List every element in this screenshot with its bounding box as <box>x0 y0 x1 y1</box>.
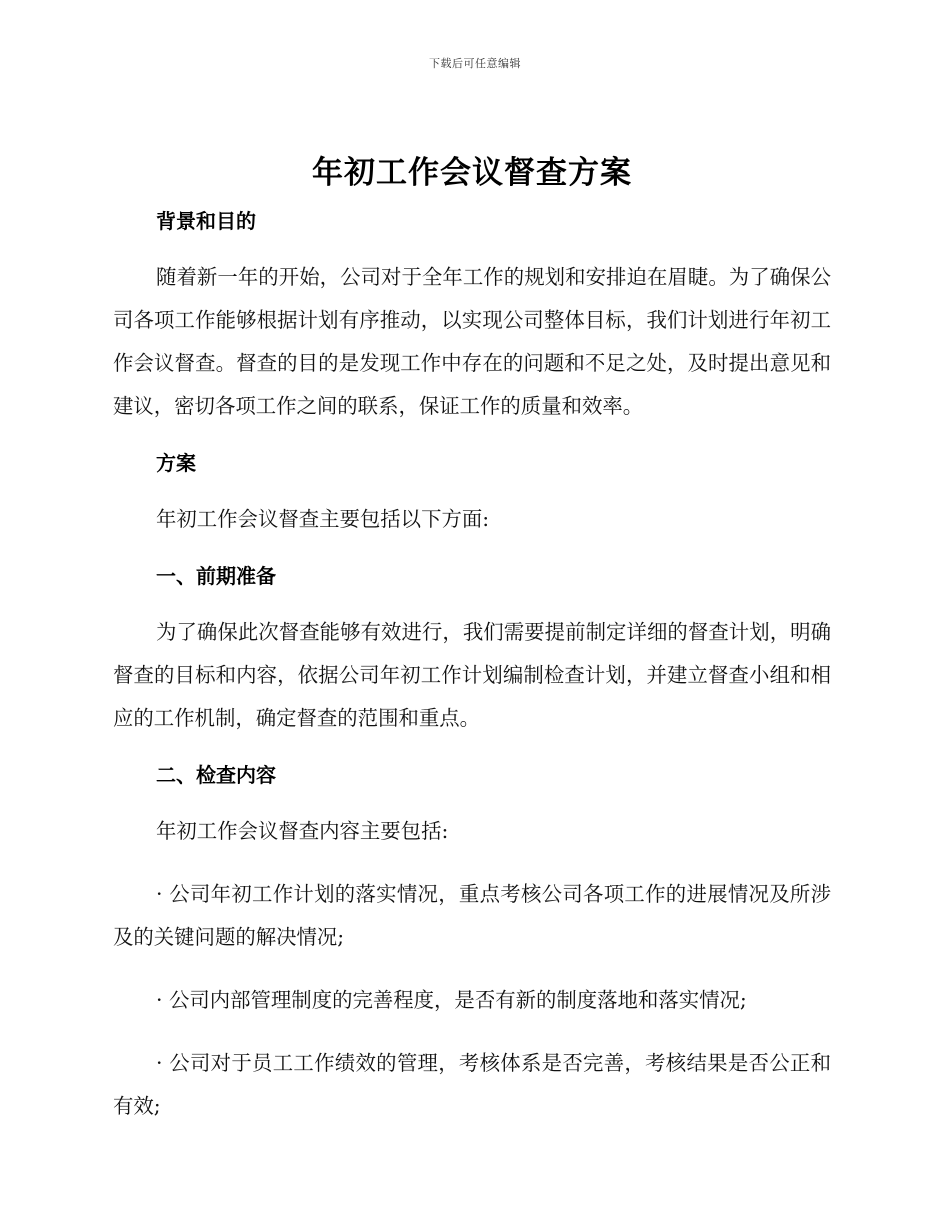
spacer <box>113 238 831 256</box>
spacer <box>113 428 831 446</box>
plan-intro-paragraph: 年初工作会议督查主要包括以下方面: <box>156 507 490 531</box>
spacer <box>113 959 831 979</box>
section-heading-plan: 方案 <box>156 451 196 475</box>
spacer <box>113 541 831 559</box>
bullet-item-3: · 公司对于员工工作绩效的管理，考核体系是否完善，考核结果是否公正和有效; <box>113 1051 831 1118</box>
header-note: 下载后可任意编辑 <box>429 57 521 70</box>
inspection-intro-paragraph: 年初工作会议督查内容主要包括: <box>156 819 449 843</box>
bullet-item-1: · 公司年初工作计划的落实情况，重点考核公司各项工作的进展情况及所涉及的关键问题的解决情况; <box>113 882 831 949</box>
section-heading-background: 背景和目的 <box>156 209 256 233</box>
preparation-paragraph: 为了确保此次督查能够有效进行，我们需要提前制定详细的督查计划，明确督查的目标和内容，依据公司年初工作计划编制检查计划，并建立督查小组和相应的工作机制，确定督查的范围和重点。 <box>113 620 831 730</box>
bullet-item-2: · 公司内部管理制度的完善程度，是否有新的制度落地和落实情况; <box>156 988 747 1012</box>
background-paragraph: 随着新一年的开始，公司对于全年工作的规划和安排迫在眉睫。为了确保公司各项工作能够根据计划有序推动，以实现公司整体目标，我们计划进行年初工作会议督查。督查的目的是发现工作中存在的问题和不足之处，及时提出意见和建议，密切各项工作之间的联系，保证工作的质量和效率。 <box>113 265 831 418</box>
section-heading-preparation: 一、前期准备 <box>156 564 276 588</box>
spacer <box>113 853 831 873</box>
document-content <box>113 152 831 1128</box>
spacer <box>113 740 831 758</box>
spacer <box>113 1022 831 1042</box>
spacer <box>113 593 831 611</box>
spacer <box>113 194 831 204</box>
spacer <box>113 480 831 498</box>
section-heading-inspection: 二、检查内容 <box>156 763 276 787</box>
document-title: 年初工作会议督查方案 <box>312 155 632 191</box>
spacer <box>113 792 831 810</box>
